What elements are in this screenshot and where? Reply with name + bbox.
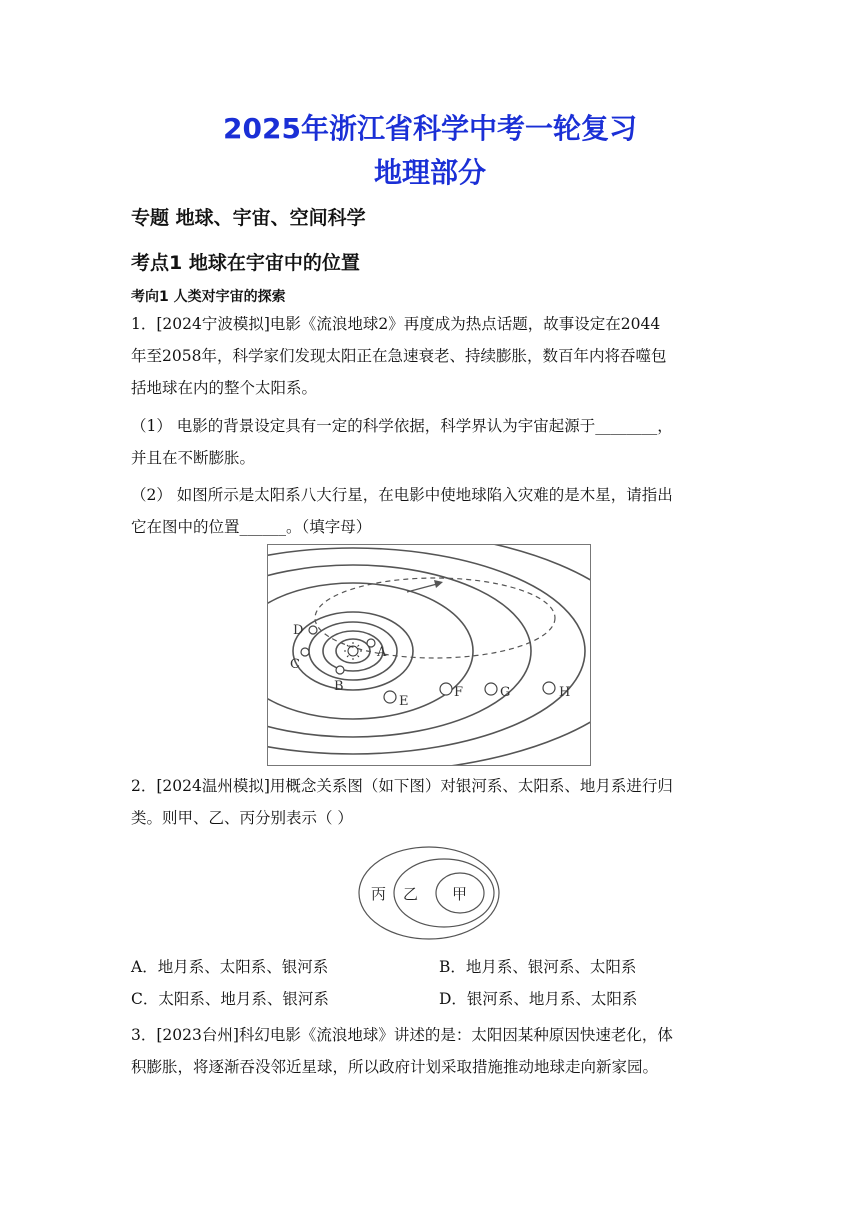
planet-h: [543, 682, 555, 694]
q1-part1-line: 并且在不断膨胀。: [131, 449, 256, 467]
q2-line: 类。则甲、乙、丙分别表示（ ）: [131, 809, 353, 827]
planet-a: [367, 639, 375, 647]
planet-label: C: [290, 657, 300, 672]
planet-label: D: [293, 623, 304, 638]
q1-line: 括地球在内的整个太阳系。: [131, 379, 318, 397]
option-d: D．银河系、地月系、太阳系: [439, 990, 638, 1008]
planet-g: [485, 683, 497, 695]
planet-label: H: [559, 685, 571, 700]
label-yi: 乙: [403, 885, 419, 903]
q3-line: 积膨胀，将逐渐吞没邻近星球，所以政府计划采取措施推动地球走向新家园。: [131, 1058, 659, 1076]
label-bing: 丙: [371, 885, 387, 903]
q3-line: 3．[2023台州]科幻电影《流浪地球》讲述的是：太阳因某种原因快速老化，体: [131, 1026, 673, 1044]
planet-label: A: [377, 645, 387, 660]
planet-e: [384, 691, 396, 703]
planet-d: [309, 626, 317, 634]
q1-line: 1．[2024宁波模拟]电影《流浪地球2》再度成为热点话题，故事设定在2044: [131, 315, 661, 333]
section-heading: 考点1 地球在宇宙中的位置: [131, 252, 360, 274]
page-title: 2025年浙江省科学中考一轮复习: [223, 112, 637, 145]
q2-line: 2．[2024温州模拟]用概念关系图（如下图）对银河系、太阳系、地月系进行归: [131, 777, 673, 795]
solar-system-diagram: [267, 544, 591, 766]
planet-label: B: [334, 679, 344, 694]
planet-b: [336, 666, 344, 674]
option-a: A．地月系、太阳系、银河系: [131, 958, 329, 976]
concept-relation-diagram: [356, 842, 506, 942]
q1-part2-line: 它在图中的位置______。（填字母）: [131, 518, 372, 536]
planet-label: E: [399, 694, 409, 709]
subsection-heading: 考向1 人类对宇宙的探索: [131, 289, 286, 305]
q1-line: 年至2058年，科学家们发现太阳正在急速衰老、持续膨胀，数百年内将吞噬包: [131, 347, 667, 365]
planet-label: G: [500, 685, 511, 700]
q1-part1-line: （1） 电影的背景设定具有一定的科学依据，科学界认为宇宙起源于________，: [131, 417, 673, 435]
option-c: C．太阳系、地月系、银河系: [131, 990, 329, 1008]
page-subtitle: 地理部分: [373, 156, 486, 189]
topic-heading: 专题 地球、宇宙、空间科学: [131, 207, 366, 229]
option-b: B．地月系、银河系、太阳系: [439, 958, 637, 976]
planet-label: F: [454, 685, 464, 700]
planet-f: [440, 683, 452, 695]
label-jia: 甲: [452, 885, 468, 903]
q1-part2-line: （2） 如图所示是太阳系八大行星，在电影中使地球陷入灾难的是木星，请指出: [131, 486, 673, 504]
planet-c: [301, 648, 309, 656]
